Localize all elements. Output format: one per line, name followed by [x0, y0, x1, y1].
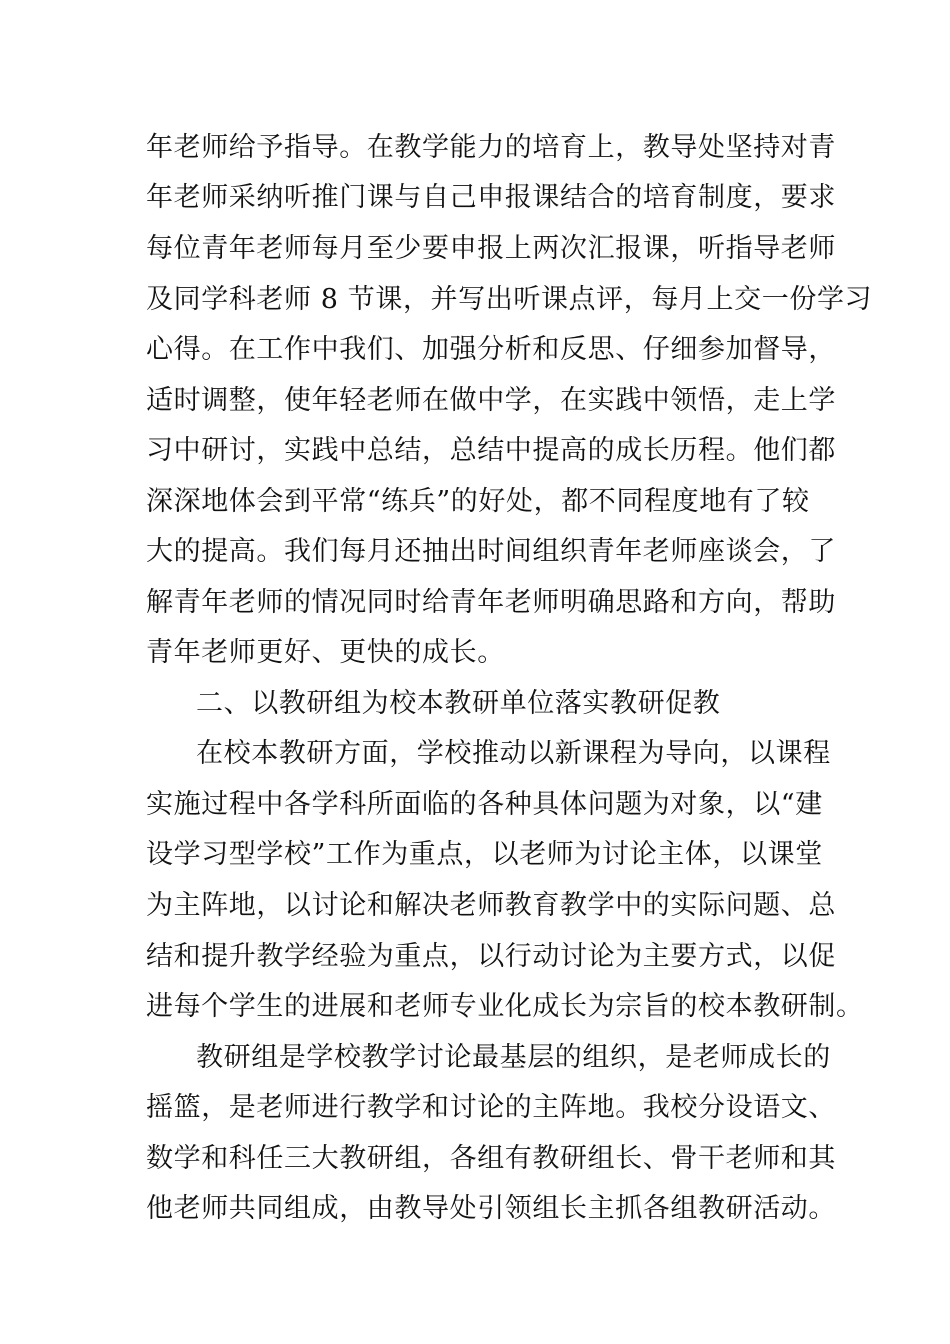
paragraph-line: 年老师给予指导。在教学能力的培育上，教导处坚持对青 [146, 132, 836, 163]
paragraph-line: 在校本教研方面，学校推动以新课程为导向，以课程 [196, 738, 831, 769]
paragraph-line: 适时调整，使年轻老师在做中学，在实践中领悟，走上学 [146, 385, 836, 416]
paragraph-line: 教研组是学校教学讨论最基层的组织，是老师成长的 [196, 1042, 831, 1073]
paragraph-line: 及同学科老师 8 节课，并写出听课点评，每月上交一份学习 [146, 284, 873, 315]
paragraph-line: 习中研讨，实践中总结，总结中提高的成长历程。他们都 [146, 435, 836, 466]
paragraph-line: 设学习型学校”工作为重点，以老师为讨论主体，以课堂 [146, 839, 823, 870]
paragraph-line: 大的提高。我们每月还抽出时间组织青年老师座谈会，了 [146, 536, 836, 567]
paragraph-line: 年老师采纳听推门课与自己申报课结合的培育制度，要求 [146, 182, 836, 213]
paragraph-line: 数学和科任三大教研组，各组有教研组长、骨干老师和其 [146, 1143, 836, 1174]
paragraph-line: 心得。在工作中我们、加强分析和反思、仔细参加督导， [146, 334, 836, 365]
paragraph-line: 进每个学生的进展和老师专业化成长为宗旨的校本教研制。 [146, 991, 864, 1022]
paragraph-line: 结和提升教学经验为重点，以行动讨论为主要方式，以促 [146, 941, 836, 972]
paragraph-line: 他老师共同组成，由教导处引领组长主抓各组教研活动。 [146, 1193, 836, 1224]
paragraph-line: 摇篮，是老师进行教学和讨论的主阵地。我校分设语文、 [146, 1092, 836, 1123]
paragraph-line: 深深地体会到平常“练兵”的好处，都不同程度地有了较 [146, 486, 810, 517]
paragraph-line: 每位青年老师每月至少要申报上两次汇报课，听指导老师 [146, 233, 836, 264]
section-heading: 二、以教研组为校本教研单位落实教研促教 [196, 688, 721, 719]
paragraph-line: 解青年老师的情况同时给青年老师明确思路和方向，帮助 [146, 587, 836, 618]
paragraph-line: 实施过程中各学科所面临的各种具体问题为对象，以“建 [146, 789, 823, 820]
paragraph-line: 青年老师更好、更快的成长。 [146, 637, 505, 668]
paragraph-line: 为主阵地，以讨论和解决老师教育教学中的实际问题、总 [146, 890, 836, 921]
